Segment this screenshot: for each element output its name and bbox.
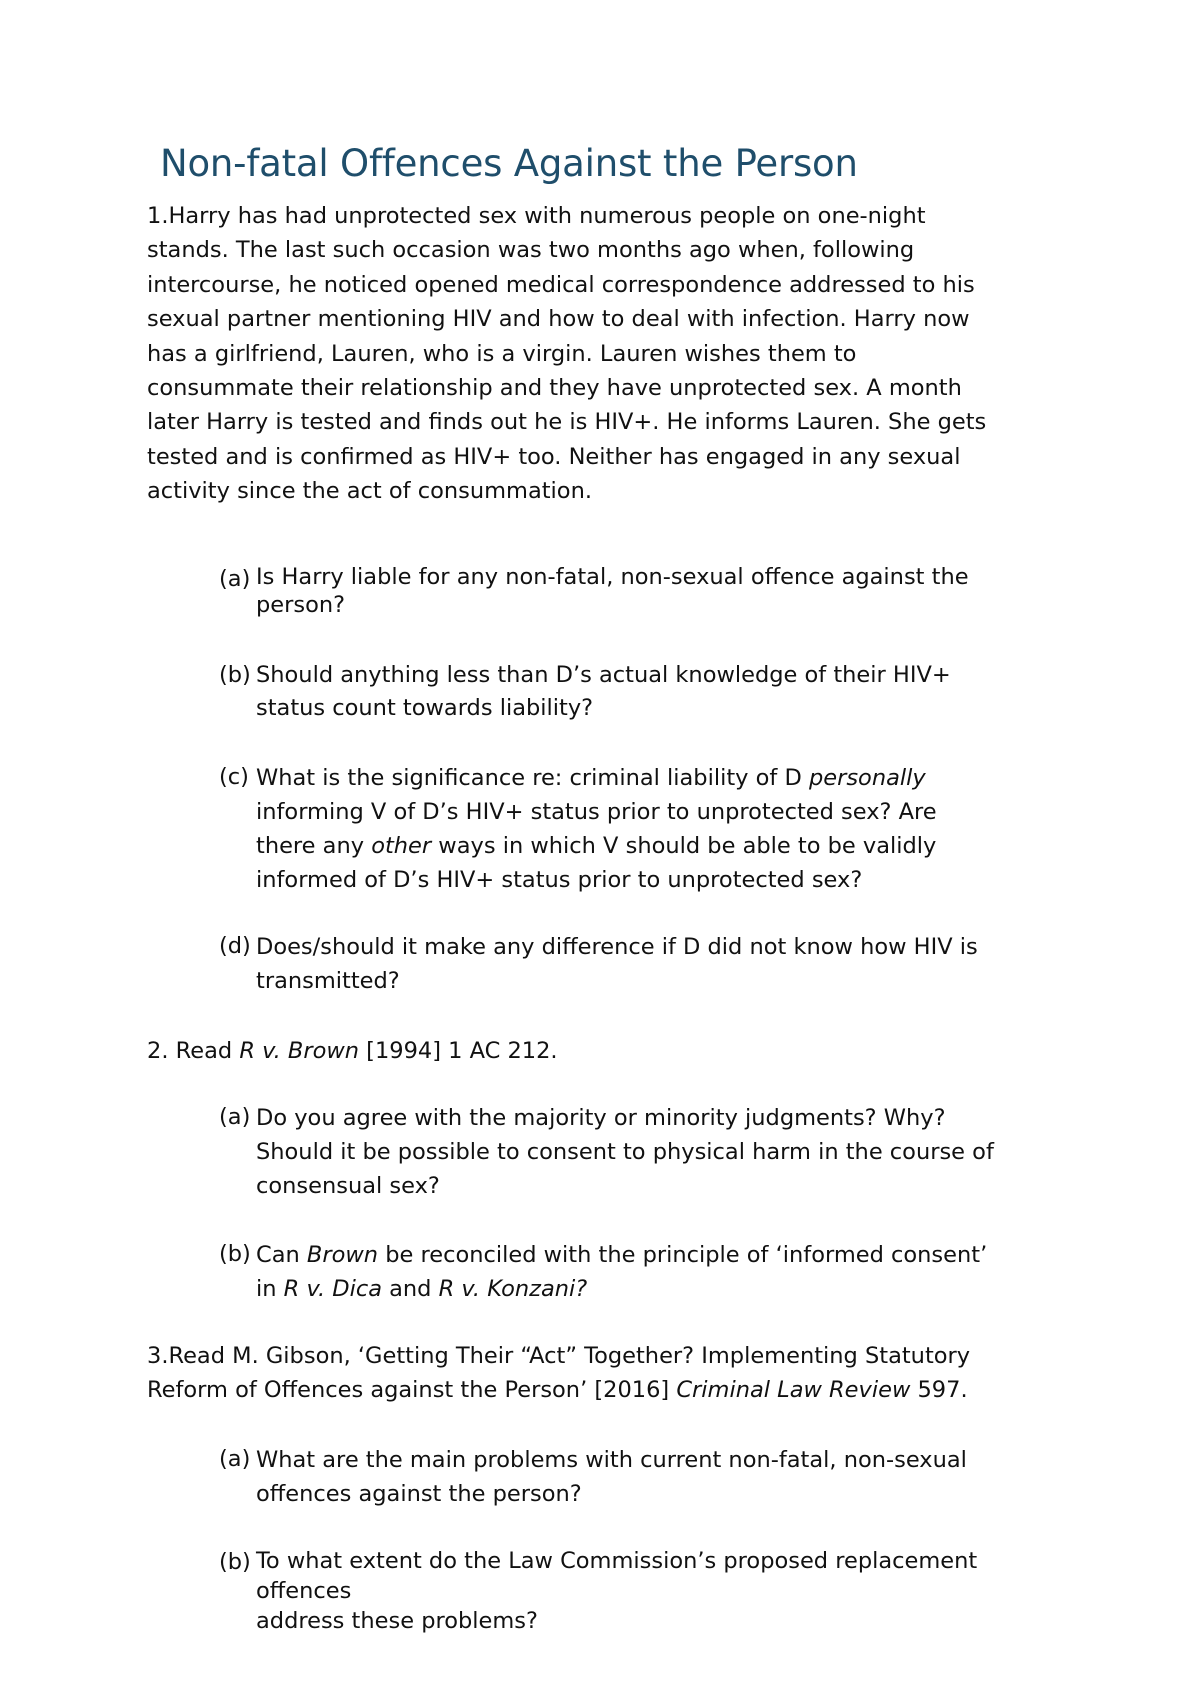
text-line: in xyxy=(256,1276,284,1302)
sub-question-label: (a) xyxy=(219,1446,251,1472)
sub-question-1d xyxy=(219,930,1063,994)
case-name: Brown xyxy=(306,1242,379,1268)
text-line: later Harry is tested and finds out he is HIV+. He informs Lauren. She gets xyxy=(147,409,987,436)
text-line: and xyxy=(381,1276,439,1302)
case-name: R v. Konzani? xyxy=(438,1276,588,1302)
text-line: status count towards liability? xyxy=(256,695,594,721)
text-line: offences against the person? xyxy=(256,1481,582,1507)
journal-name: Criminal Law Review xyxy=(676,1377,911,1403)
sub-question-label: (d) xyxy=(219,933,251,959)
text-line: consummate their relationship and they have unprotected sex. A month xyxy=(147,375,962,402)
text-line: sexual partner mentioning HIV and how to deal with infection. Harry now xyxy=(147,306,970,333)
sub-question-2a xyxy=(219,1101,1063,1199)
text-line: Can xyxy=(256,1242,307,1268)
text-line: Reform of Offences against the Person’ [2016] xyxy=(147,1377,677,1403)
text-line: intercourse, he noticed opened medical correspondence addressed to his xyxy=(147,271,975,298)
text-line: there any xyxy=(256,833,372,859)
sub-question-label: (b) xyxy=(219,1549,251,1575)
question-number: 3. xyxy=(147,1343,169,1369)
emphasis: personally xyxy=(808,765,926,791)
text-line: Should it be possible to consent to physical harm in the course of xyxy=(256,1139,994,1165)
text-line: transmitted? xyxy=(256,968,400,994)
text-line: 597. xyxy=(910,1377,968,1403)
sub-question-3a xyxy=(219,1443,1063,1507)
case-name: R v. Brown xyxy=(239,1038,360,1064)
text-line: Read M. Gibson, ‘Getting Their “Act” Together? Implementing Statutory xyxy=(168,1343,971,1369)
text-line: activity since the act of consummation. xyxy=(147,478,592,505)
text-line: address these problems? xyxy=(256,1608,538,1634)
sub-question-2b xyxy=(219,1238,1063,1302)
question-3-heading xyxy=(147,1339,1063,1407)
text-line: Harry has had unprotected sex with numerous people on one-night xyxy=(168,203,926,229)
sub-question-1b xyxy=(219,659,1063,721)
text-line: [1994] 1 AC 212. xyxy=(359,1038,558,1064)
text-line: consensual sex? xyxy=(256,1173,440,1199)
text-line: offences xyxy=(256,1578,352,1604)
text-line: Does/should it make any difference if D did not know how HIV is xyxy=(256,934,978,960)
text-line: tested and is confirmed as HIV+ too. Neither has engaged in any sexual xyxy=(147,443,961,470)
question-number: 1. xyxy=(147,203,169,229)
sub-question-label: (a) xyxy=(219,566,251,592)
text-line: ways in which V should be able to be validly xyxy=(431,833,937,859)
text-line: Do you agree with the majority or minority judgments? Why? xyxy=(256,1105,946,1131)
sub-question-1c xyxy=(219,761,1063,893)
text-line: has a girlfriend, Lauren, who is a virgin. Lauren wishes them to xyxy=(147,340,857,367)
text-line: stands. The last such occasion was two months ago when, following xyxy=(147,237,915,264)
text-line: What are the main problems with current non-fatal, non-sexual xyxy=(256,1447,967,1473)
text-line: person? xyxy=(256,592,346,618)
text-line: Is Harry liable for any non-fatal, non-sexual offence against the xyxy=(256,564,969,590)
sub-question-3b xyxy=(219,1546,1063,1634)
text-line: To what extent do the Law Commission’s proposed replacement xyxy=(256,1548,978,1574)
text-line: be reconciled with the principle of ‘informed consent’ xyxy=(378,1242,988,1268)
text-line: Read xyxy=(175,1038,240,1064)
text-line: informed of D’s HIV+ status prior to unprotected sex? xyxy=(256,867,863,893)
text-line: Should anything less than D’s actual knowledge of their HIV+ xyxy=(256,662,951,688)
text-line: informing V of D’s HIV+ status prior to unprotected sex? Are xyxy=(256,799,937,825)
page-title: Non-fatal Offences Against the Person xyxy=(160,142,858,185)
sub-question-1a xyxy=(219,563,1063,618)
sub-question-label: (b) xyxy=(219,662,251,688)
case-name: R v. Dica xyxy=(283,1276,382,1302)
question-2-heading xyxy=(147,1034,1063,1068)
text-line: What is the significance re: criminal liability of D xyxy=(256,765,809,791)
sub-question-label: (b) xyxy=(219,1241,251,1267)
sub-question-label: (a) xyxy=(219,1104,251,1130)
question-1-scenario xyxy=(147,199,1063,509)
sub-question-label: (c) xyxy=(219,764,249,790)
emphasis: other xyxy=(371,833,432,859)
question-number: 2. xyxy=(147,1038,169,1064)
